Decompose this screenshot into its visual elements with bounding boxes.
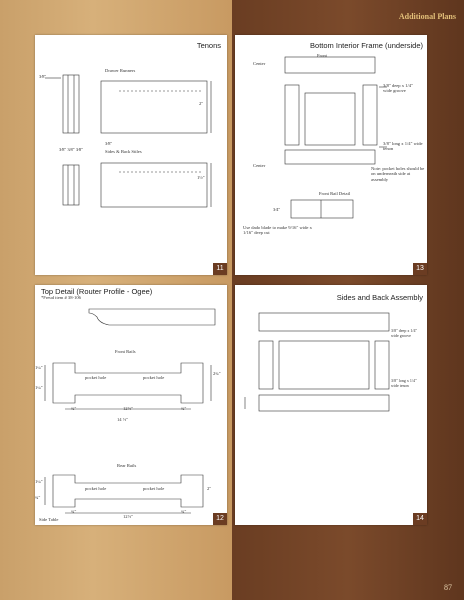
page-title: Sides and Back Assembly: [336, 293, 423, 302]
dim-label: 2″: [199, 101, 204, 106]
dim-label: 1½″: [197, 175, 205, 180]
dim-label: ¾″: [35, 495, 41, 500]
side-table-label: Side Table: [39, 517, 59, 522]
plan-page-tenons: [35, 35, 227, 275]
dim-label: ¾″: [71, 406, 77, 411]
plan-page-bottom-frame: [235, 35, 427, 275]
dim-label: 1¼″: [35, 479, 43, 484]
section-header: Additional Plans: [398, 12, 456, 21]
center-label: Center: [253, 163, 266, 168]
page-title: Tenons: [196, 41, 221, 50]
bottom-frame-drawing: [235, 35, 427, 275]
page-title: Top Detail (Router Profile - Ogee): [41, 287, 153, 296]
pocket-hole-label: pocket hole: [143, 486, 165, 491]
page-badge: 11: [213, 263, 227, 275]
page-badge: 13: [413, 263, 427, 275]
dim-label: ¾″: [181, 406, 187, 411]
front-rail-label: Front Rail Detail: [319, 191, 351, 196]
freud-item: *Freud item # 38-106: [41, 295, 81, 300]
rear-rails-label: Rear Rails: [117, 463, 137, 468]
dim-label: 3⁄8″: [39, 74, 47, 79]
dim-label: 14 ½″: [117, 417, 129, 422]
plan-page-top-detail: [35, 285, 227, 525]
tenon-note: 3/8″ long x 1/4″ wide tenon: [383, 141, 423, 152]
pocket-hole-label: pocket hole: [85, 375, 107, 380]
dim-label: 12½″: [123, 514, 133, 519]
dim-label: 3⁄8″ 3⁄8″ 3⁄8″: [59, 147, 84, 152]
front-rails-label: Front Rails: [115, 349, 136, 354]
dim-label: 3⁄4″: [273, 207, 281, 212]
page-badge: 12: [213, 513, 227, 525]
dim-label: 1¼″: [35, 365, 43, 370]
dim-label: ¾″: [71, 509, 77, 514]
tenon-note: 3/8″ long x 1/4″ wide tenon: [391, 378, 417, 388]
groove-note: 3/8″ deep x 1/4″ wide groove: [383, 83, 413, 94]
center-label: Center: [253, 61, 266, 66]
plan-page-sides-back: [235, 285, 427, 525]
dim-label: 3⁄8″: [105, 141, 113, 146]
groove-note: 3/8″ deep x 1/4″ wide groove: [391, 328, 418, 338]
front-label: Front: [317, 53, 327, 58]
dim-label: 2¾″: [213, 371, 221, 376]
dim-label: ¾″: [181, 509, 187, 514]
top-detail-drawing: [35, 285, 227, 525]
dim-label: 2″: [207, 486, 212, 491]
sides-back-label: Sides & Back Stiles: [105, 149, 142, 154]
page-badge: 14: [413, 513, 427, 525]
page-number: 87: [444, 583, 452, 592]
drawer-runners-label: Drawer Runners: [105, 68, 136, 73]
sides-back-drawing: [235, 285, 427, 525]
pocket-hole-note: Note: pocket holes should be on underneath side at assembly: [371, 166, 425, 182]
dado-note: Use dado blade to make 9/16″ wide x 1/16″ deep cut: [243, 225, 312, 236]
pocket-hole-label: pocket hole: [143, 375, 165, 380]
page-title: Bottom Interior Frame (underside): [310, 41, 423, 50]
dim-label: 1¼″: [35, 385, 43, 390]
dim-label: 12½″: [123, 406, 133, 411]
pocket-hole-label: pocket hole: [85, 486, 107, 491]
